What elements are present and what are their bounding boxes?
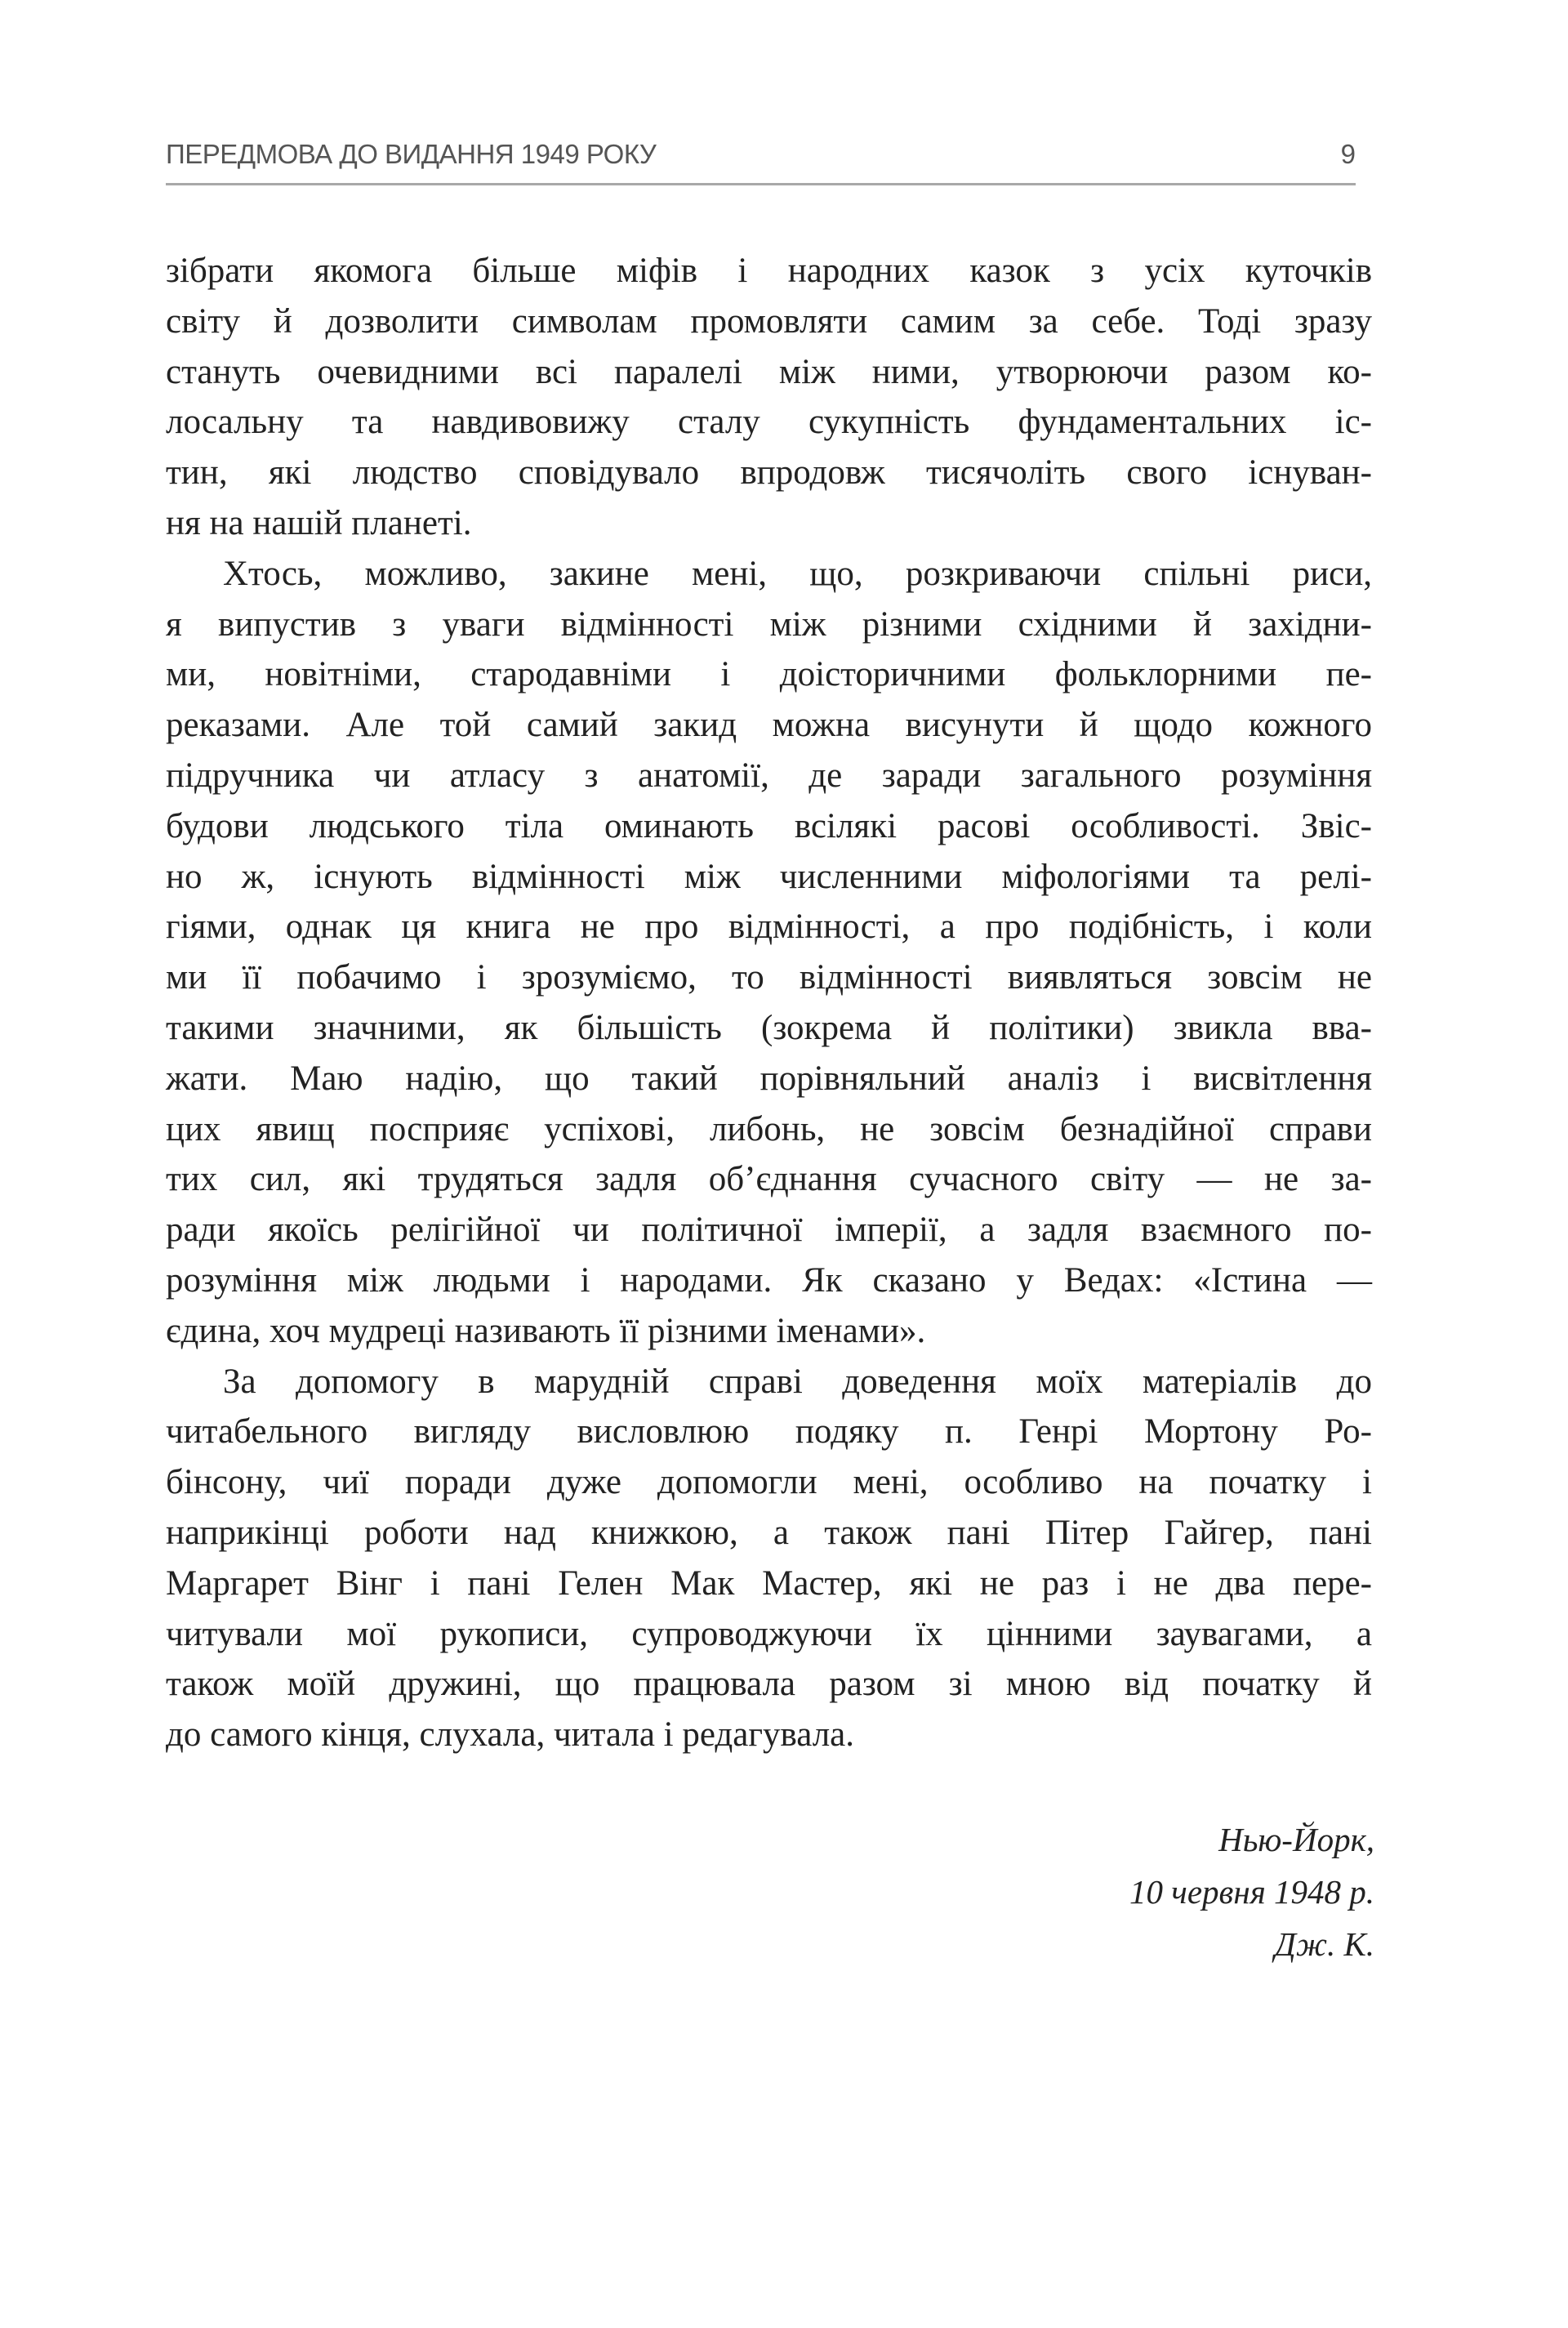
text-line: цих явищ посприяє успіхові, либонь, не зовсім безнадійної справи [166, 1109, 1372, 1148]
paragraph [166, 1357, 1372, 1760]
text-line: Хтось, можливо, закине мені, що, розкриваючи спільні риси, [223, 554, 1372, 593]
text-line: ради якоїсь релігійної чи політичної імперії, а задля взаємного по- [166, 1211, 1372, 1250]
text-line: читували мої рукописи, супроводжуючи їх цінними заувагами, а [166, 1614, 1372, 1653]
text-line: но ж, існують відмінності між численними міфологіями та релі- [166, 857, 1372, 896]
text-line: лосальну та навдивовижу сталу сукупність фундаментальних іс- [166, 403, 1372, 442]
text-line: гіями, однак ця книга не про відмінності, а про подібність, і коли [166, 908, 1372, 947]
text-line: єдина, хоч мудреці називають її різними іменами». [166, 1311, 926, 1350]
text-line: бінсону, чиї поради дуже допомогли мені, особливо на початку і [166, 1463, 1372, 1502]
text-line: реказами. Але той самий закид можна висунути й щодо кожного [166, 706, 1372, 745]
paragraph [166, 549, 1372, 1357]
text-line: ми її побачимо і зрозуміємо, то відмінності виявляться зовсім не [166, 958, 1372, 997]
text-line: стануть очевидними всі паралелі між ними, утворюючи разом ко- [166, 352, 1372, 391]
signature-initials: Дж. К. [1274, 1925, 1374, 1963]
signature-place: Нью-Йорк, [1218, 1821, 1374, 1858]
text-line: Маргарет Вінг і пані Гелен Мак Мастер, які не раз і не два пере- [166, 1563, 1372, 1603]
text-line: підручника чи атласу з анатомії, де заради загального розуміння [166, 756, 1372, 795]
text-line: такими значними, як більшість (зокрема й політики) звикла вва- [166, 1008, 1372, 1047]
text-line: я випустив з уваги відмінності між різними східними й західни- [166, 604, 1372, 644]
text-line: до самого кінця, слухала, читала і редагувала. [166, 1715, 854, 1755]
text-line: жати. Маю надію, що такий порівняльний аналіз і висвітлення [166, 1059, 1372, 1098]
running-header [166, 131, 1356, 185]
text-line: читабельного вигляду висловлюю подяку п. Генрі Мортону Ро- [166, 1412, 1372, 1452]
text-line: наприкінці роботи над книжкою, а також пані Пітер Гайгер, пані [166, 1513, 1372, 1552]
signature-block [1129, 1813, 1374, 1970]
running-title: ПЕРЕДМОВА ДО ВИДАННЯ 1949 РОКУ [166, 139, 657, 169]
signature-date: 10 червня 1948 р. [1129, 1873, 1374, 1911]
body-text [166, 246, 1372, 1760]
text-line: світу й дозволити символам промовляти самим за себе. Тоді зразу [166, 301, 1372, 341]
paragraph [166, 246, 1372, 549]
text-line: тин, які людство сповідувало впродовж тисячоліть свого існуван- [166, 453, 1372, 493]
text-line: зібрати якомога більше міфів і народних казок з усіх куточків [166, 252, 1372, 290]
text-line: розуміння між людьми і народами. Як сказано у Ведах: «Істина — [166, 1260, 1372, 1300]
text-line: ня на нашій планеті. [166, 503, 472, 542]
page-number: 9 [1340, 139, 1356, 169]
text-line: тих сил, які трудяться задля об’єднання сучасного світу — не за- [166, 1160, 1372, 1199]
text-line: За допомогу в марудній справі доведення моїх матеріалів до [223, 1362, 1372, 1401]
text-line: ми, новітніми, стародавніми і доісторичними фольклорними пе- [166, 655, 1372, 694]
text-line: будови людського тіла оминають всілякі расові особливості. Звіс- [166, 806, 1372, 845]
text-line: також моїй дружині, що працювала разом зі мною від початку й [166, 1665, 1372, 1704]
